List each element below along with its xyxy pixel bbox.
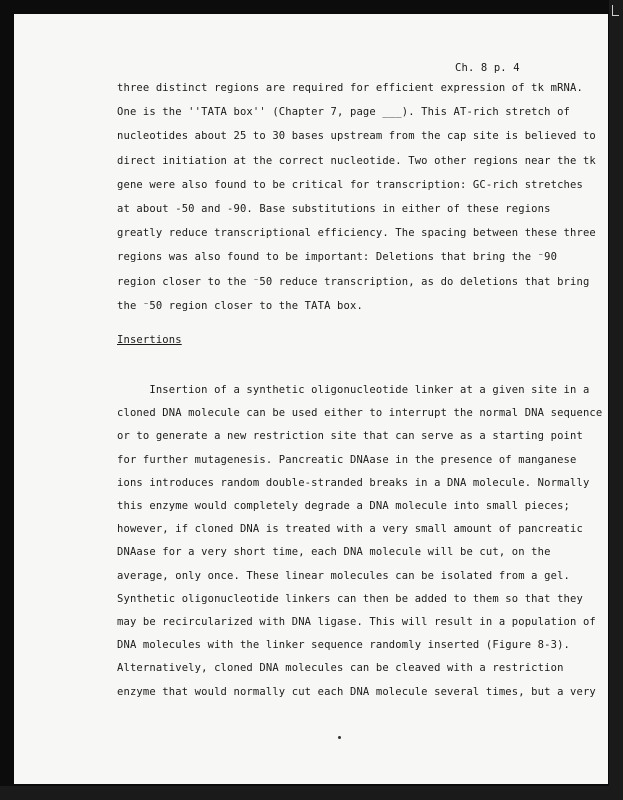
paragraph-1 <box>117 76 596 318</box>
text-line: however, if cloned DNA is treated with a very small amount of pancreatic <box>117 523 583 536</box>
text-line: three distinct regions are required for efficient expression of tk mRNA. <box>117 82 583 94</box>
scan-border-bottom <box>0 786 623 800</box>
text-line: average, only once. These linear molecules can be isolated from a gel. <box>117 569 571 582</box>
text-line: the ⁻50 region closer to the TATA box. <box>117 299 363 312</box>
page-header: Ch. 8 p. 4 <box>455 62 520 74</box>
text-line: this enzyme would completely degrade a DNA molecule into small pieces; <box>117 500 571 513</box>
text-line: Synthetic oligonucleotide linkers can then be added to them so that they <box>117 592 583 605</box>
text-line: gene were also found to be critical for transcription: GC-rich stretches <box>117 178 583 191</box>
corner-mark <box>612 5 619 16</box>
text-line: One is the ''TATA box'' (Chapter 7, page ___). This AT-rich stretch of <box>117 106 571 119</box>
text-line: or to generate a new restriction site that can serve as a starting point <box>117 430 583 443</box>
text-line: may be recircularized with DNA ligase. This will result in a population of <box>117 616 596 629</box>
text-line: DNA molecules with the linker sequence randomly inserted (Figure 8-3). <box>117 639 571 652</box>
text-line: greatly reduce transcriptional efficiency. The spacing between these three <box>117 227 596 240</box>
text-line: regions was also found to be important: Deletions that bring the ⁻90 <box>117 251 558 264</box>
paragraph-2 <box>117 379 602 704</box>
text-line: region closer to the ⁻50 reduce transcription, as do deletions that bring <box>117 275 590 288</box>
text-line: for further mutagenesis. Pancreatic DNAase in the presence of manganese <box>117 453 577 466</box>
text-line: direct initiation at the correct nucleotide. Two other regions near the tk <box>117 154 596 167</box>
text-line: enzyme that would normally cut each DNA molecule several times, but a very <box>117 685 596 698</box>
scan-border-right <box>609 0 623 800</box>
page-dot-mark <box>338 736 341 739</box>
text-line: Insertion of a synthetic oligonucleotide linker at a given site in a <box>117 384 590 396</box>
text-line: ions introduces random double-stranded breaks in a DNA molecule. Normally <box>117 476 590 489</box>
text-line: cloned DNA molecule can be used either to interrupt the normal DNA sequence <box>117 407 603 420</box>
text-line: at about -50 and -90. Base substitutions in either of these regions <box>117 203 551 216</box>
section-heading: Insertions <box>117 334 182 346</box>
text-line: DNAase for a very short time, each DNA molecule will be cut, on the <box>117 546 551 559</box>
text-line: nucleotides about 25 to 30 bases upstream from the cap site is believed to <box>117 130 596 143</box>
text-line: Alternatively, cloned DNA molecules can be cleaved with a restriction <box>117 662 564 675</box>
